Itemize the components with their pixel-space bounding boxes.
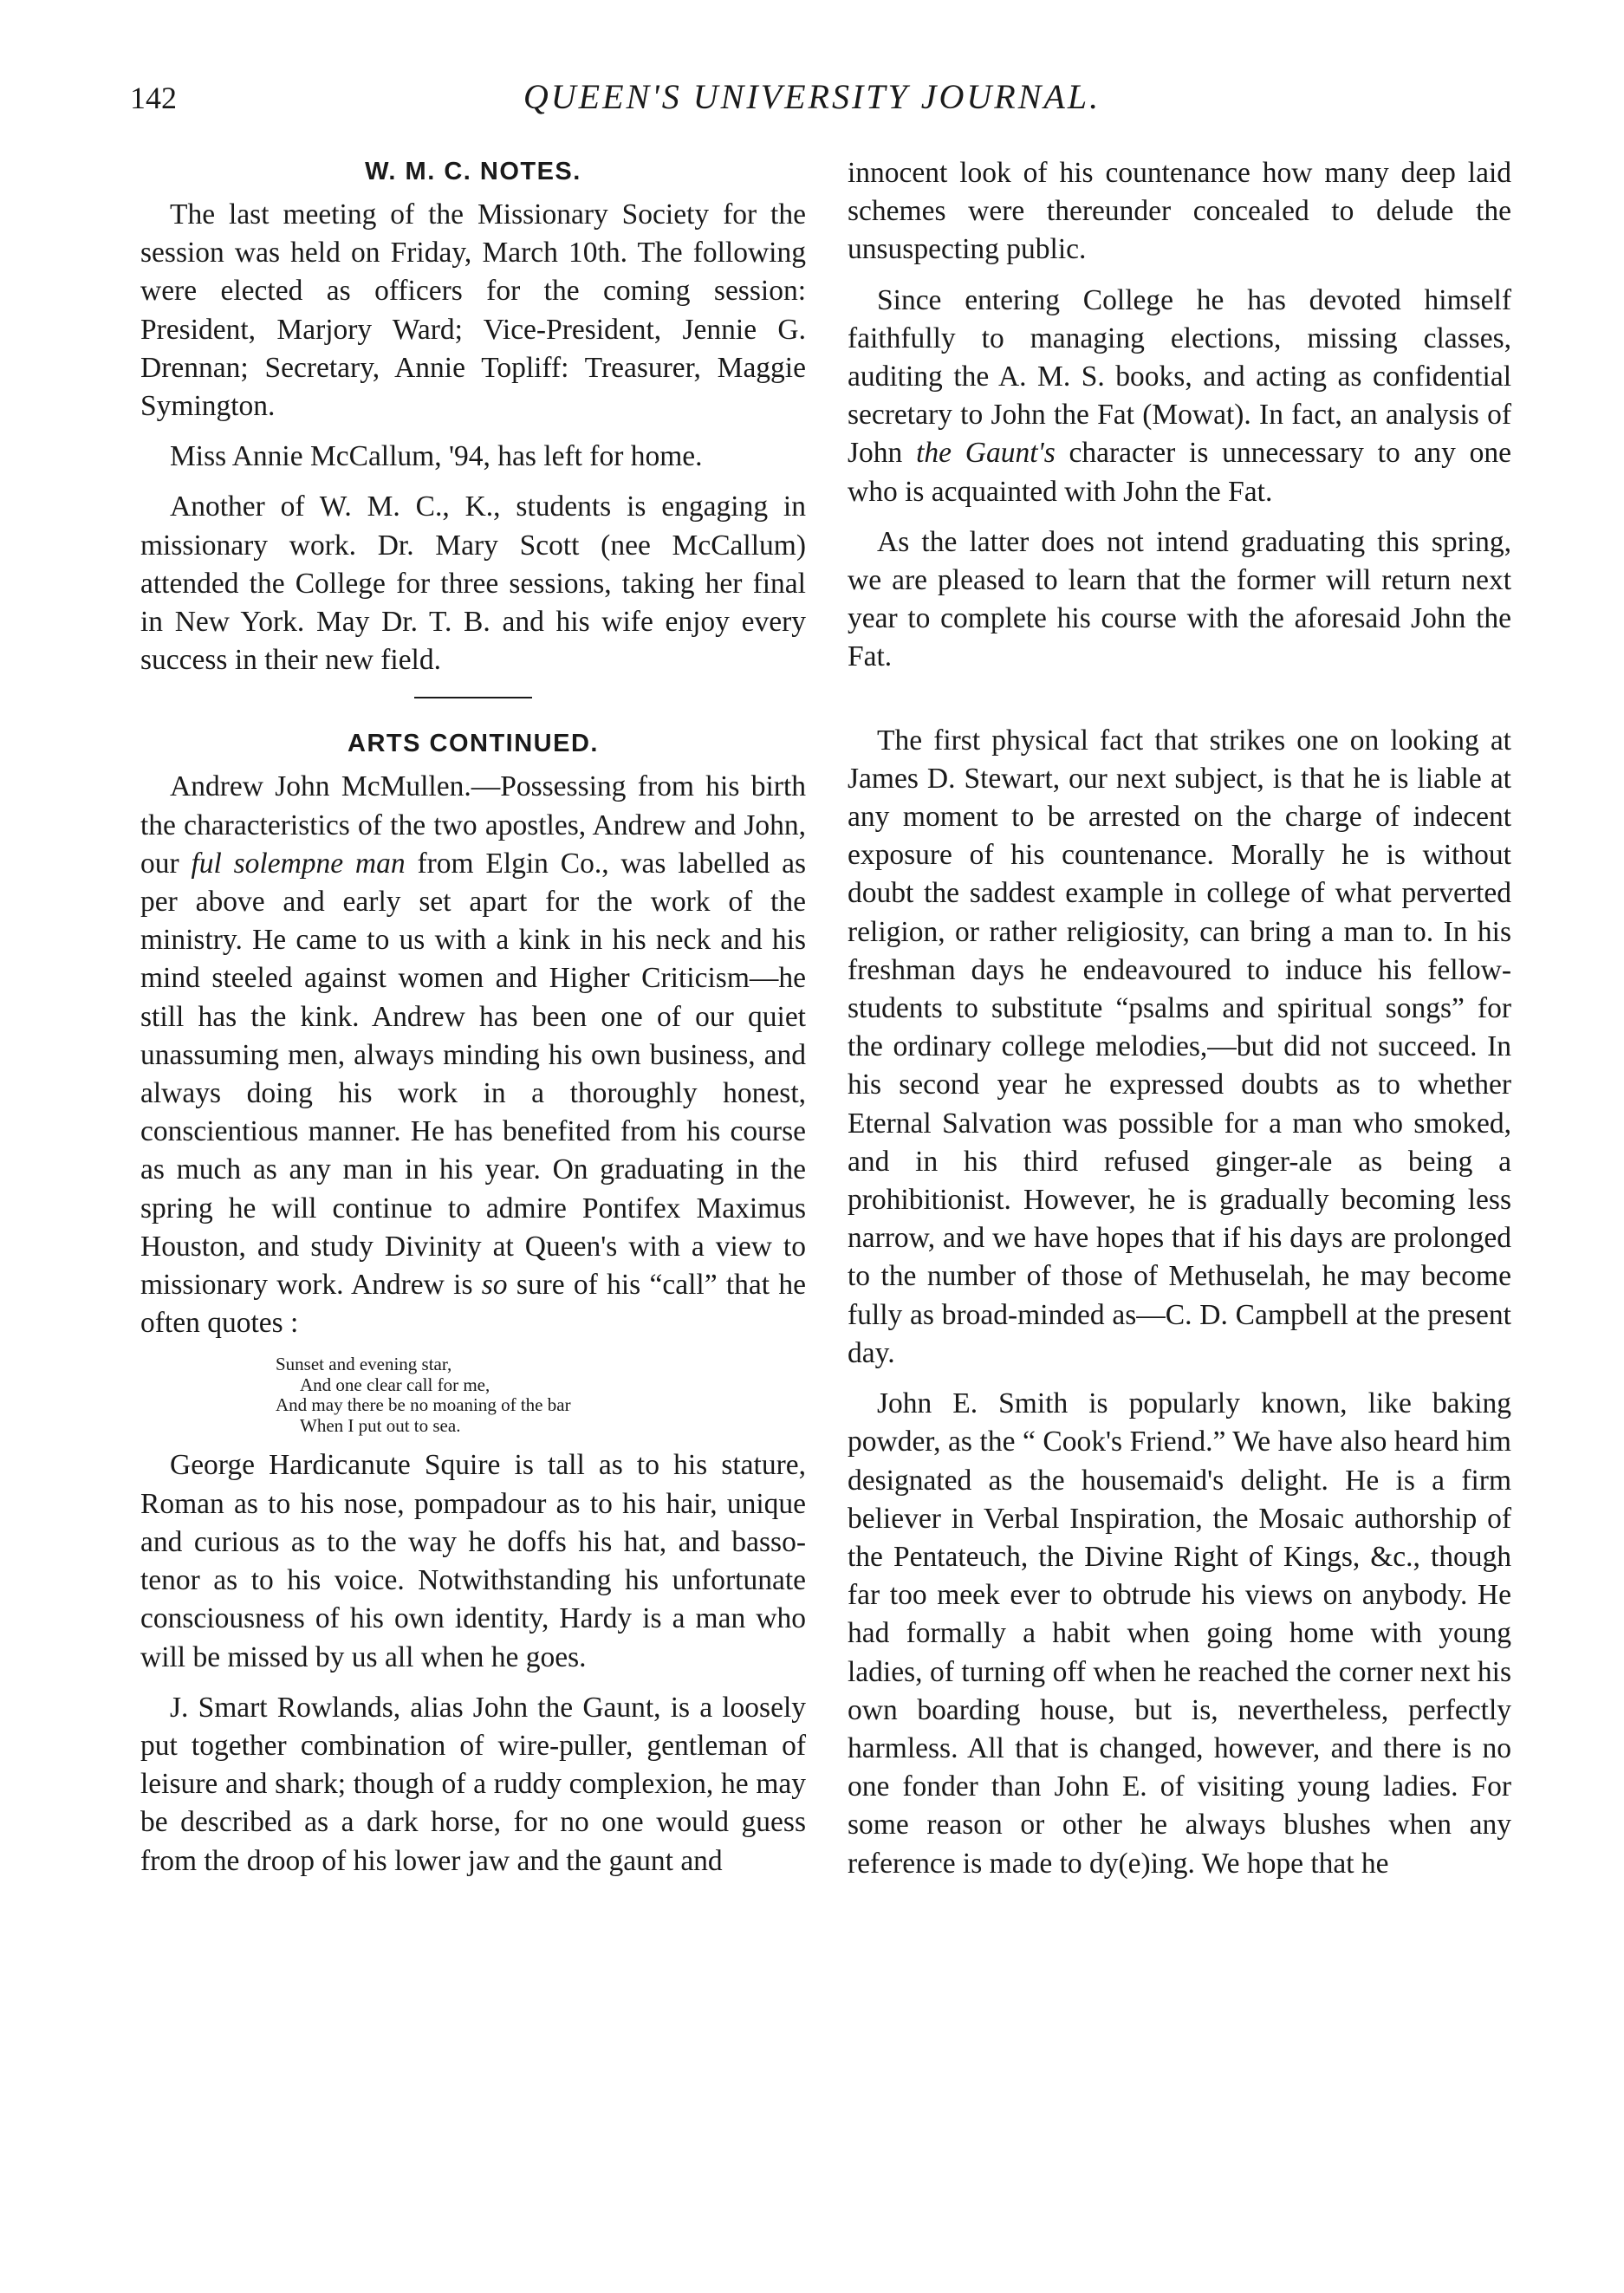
verse-line: And one clear call for me, [300,1374,490,1395]
rowlands-text-b: character is unnecessary to any one who is acquainted with John the Fat. [848,437,1511,508]
stewart-paragraph: The first physical fact that strikes one on looking at James D. Stewart, our next subject, is that he is liable at any moment to be arrested on the charge of indecent exposure of his countenance. Morally he is without doubt the saddest example in college of what perverted religion, or rather religiosity, can bring a man to. In his freshman days he endeavoured to induce his fellow-students to substitute “psalms and spiritual songs” for the ordinary college melodies,—but did not succeed. In his second year he expressed doubts as to whether Eternal Salvation was possible for a man who smoked, and in his third refused ginger-ale as being a prohibitionist. However, he is gradually becoming less narrow, and we have hopes that if his days are prolonged to the number of those of Methuselah, he may become fully as broad-minded as—C. D. Campbell at the present day. [848,724,1511,1369]
journal-title: QUEEN'S UNIVERSITY JOURNAL. [523,77,1101,116]
mcmullen-text-a: Andrew John McMullen.—Possessing from his birth the characteristics of the two apostles, Andrew and John, our [140,770,806,880]
mcmullen-text-c: sure of his “call” that he often quotes : [140,1269,806,1340]
verse-line: Sunset and evening star, [276,1354,452,1375]
verse-quote [140,1354,806,1436]
arts-continued-heading: ARTS CONTINUED. [348,730,599,758]
rowlands-italic-phrase: the Gaunt's [916,437,1056,470]
rowlands-text-a: Since entering College he has devoted himself faithfully to managing elections, missing classes, auditing the A. M. S. books, and acting as confidential secretary to John the Fat (Mowat). In fact, an analysis of John [848,283,1511,470]
paragraph-gap [848,689,1511,722]
page-number: 142 [130,81,177,115]
mcmullen-italic-phrase: ful solempne man [191,847,406,880]
wmc-paragraph-2: Miss Annie McCallum, '94, has left for home. [170,440,703,473]
rowlands-paragraph-3: As the latter does not intend graduating this spring, we are pleased to learn that the former will return next year to complete his course with the aforesaid John the Fat. [848,525,1511,673]
right-column [848,154,1511,1895]
section-divider [414,697,532,698]
mcmullen-paragraph [140,768,806,1342]
rowlands-continued: innocent look of his countenance how many deep laid schemes were thereunder concealed to delude the unsuspecting public. [848,157,1511,266]
squire-paragraph: George Hardicanute Squire is tall as to his stature, Roman as to his nose, pompadour as to his hair, unique and curious as to the way he doffs his hat, and basso-tenor as to his voice. Notwithstanding his unfortunate consciousness of his own identity, Hardy is a man who will be missed by us all when he goes. [140,1449,806,1673]
smith-paragraph: John E. Smith is popularly known, like baking powder, as the “ Cook's Friend.” We have also heard him designated as the housemaid's delight. He is a firm believer in Verbal Inspiration, the Mosaic authorship of the Pentateuch, the Divine Right of Kings, &c., though far too meek ever to obtrude his views on anybody. He had formally a habit when going home with young ladies, of turning off when he reached the corner next his own boarding house, but is, nevertheless, perfectly harmless. All that is changed, however, and there is no one fonder than John E. of visiting young ladies. For some reason or other he always blushes when any reference is made to dy(e)ing. We hope that he [848,1387,1511,1880]
wmc-paragraph-3: Another of W. M. C., K., students is engaging in missionary work. Dr. Mary Scott (nee McCallum) attended the College for three sessions, taking her final in New York. May Dr. T. B. and his wife enjoy every success in their new field. [140,490,806,677]
left-column [140,154,806,1893]
mcmullen-italic-so: so [481,1269,508,1302]
verse-line: When I put out to sea. [300,1414,461,1436]
rowlands-paragraph: J. Smart Rowlands, alias John the Gaunt, is a loosely put together combination of wire-puller, gentleman of leisure and shark; though of a ruddy complexion, he may be described as a dark horse, for no one would guess from the droop of his lower jaw and the gaunt and [140,1691,806,1877]
rowlands-paragraph-2 [848,282,1511,511]
mcmullen-text-b: from Elgin Co., was labelled as per above and early set apart for the work of the ministry. He came to us with a kink in his neck and his mind steeled against women and Higher Criticism—he still has the kink. Andrew has been one of our quiet unassuming men, always minding his own business, and always doing his work in a thoroughly honest, conscientious manner. He has benefited from his course as much as any man in his year. On graduating in the spring he will continue to admire Pontifex Maximus Houston, and study Divinity at Queen's with a view to missionary work. Andrew is [140,847,806,1302]
wmc-notes-heading: W. M. C. NOTES. [365,158,581,185]
verse-line: And may there be no moaning of the bar [276,1394,571,1416]
wmc-paragraph-1: The last meeting of the Missionary Society for the session was held on Friday, March 10th. The following were elected as officers for the coming session: President, Marjory Ward; Vice-President, Jennie G. Drennan; Secretary, Annie Topliff: Treasurer, Maggie Symington. [140,198,806,423]
